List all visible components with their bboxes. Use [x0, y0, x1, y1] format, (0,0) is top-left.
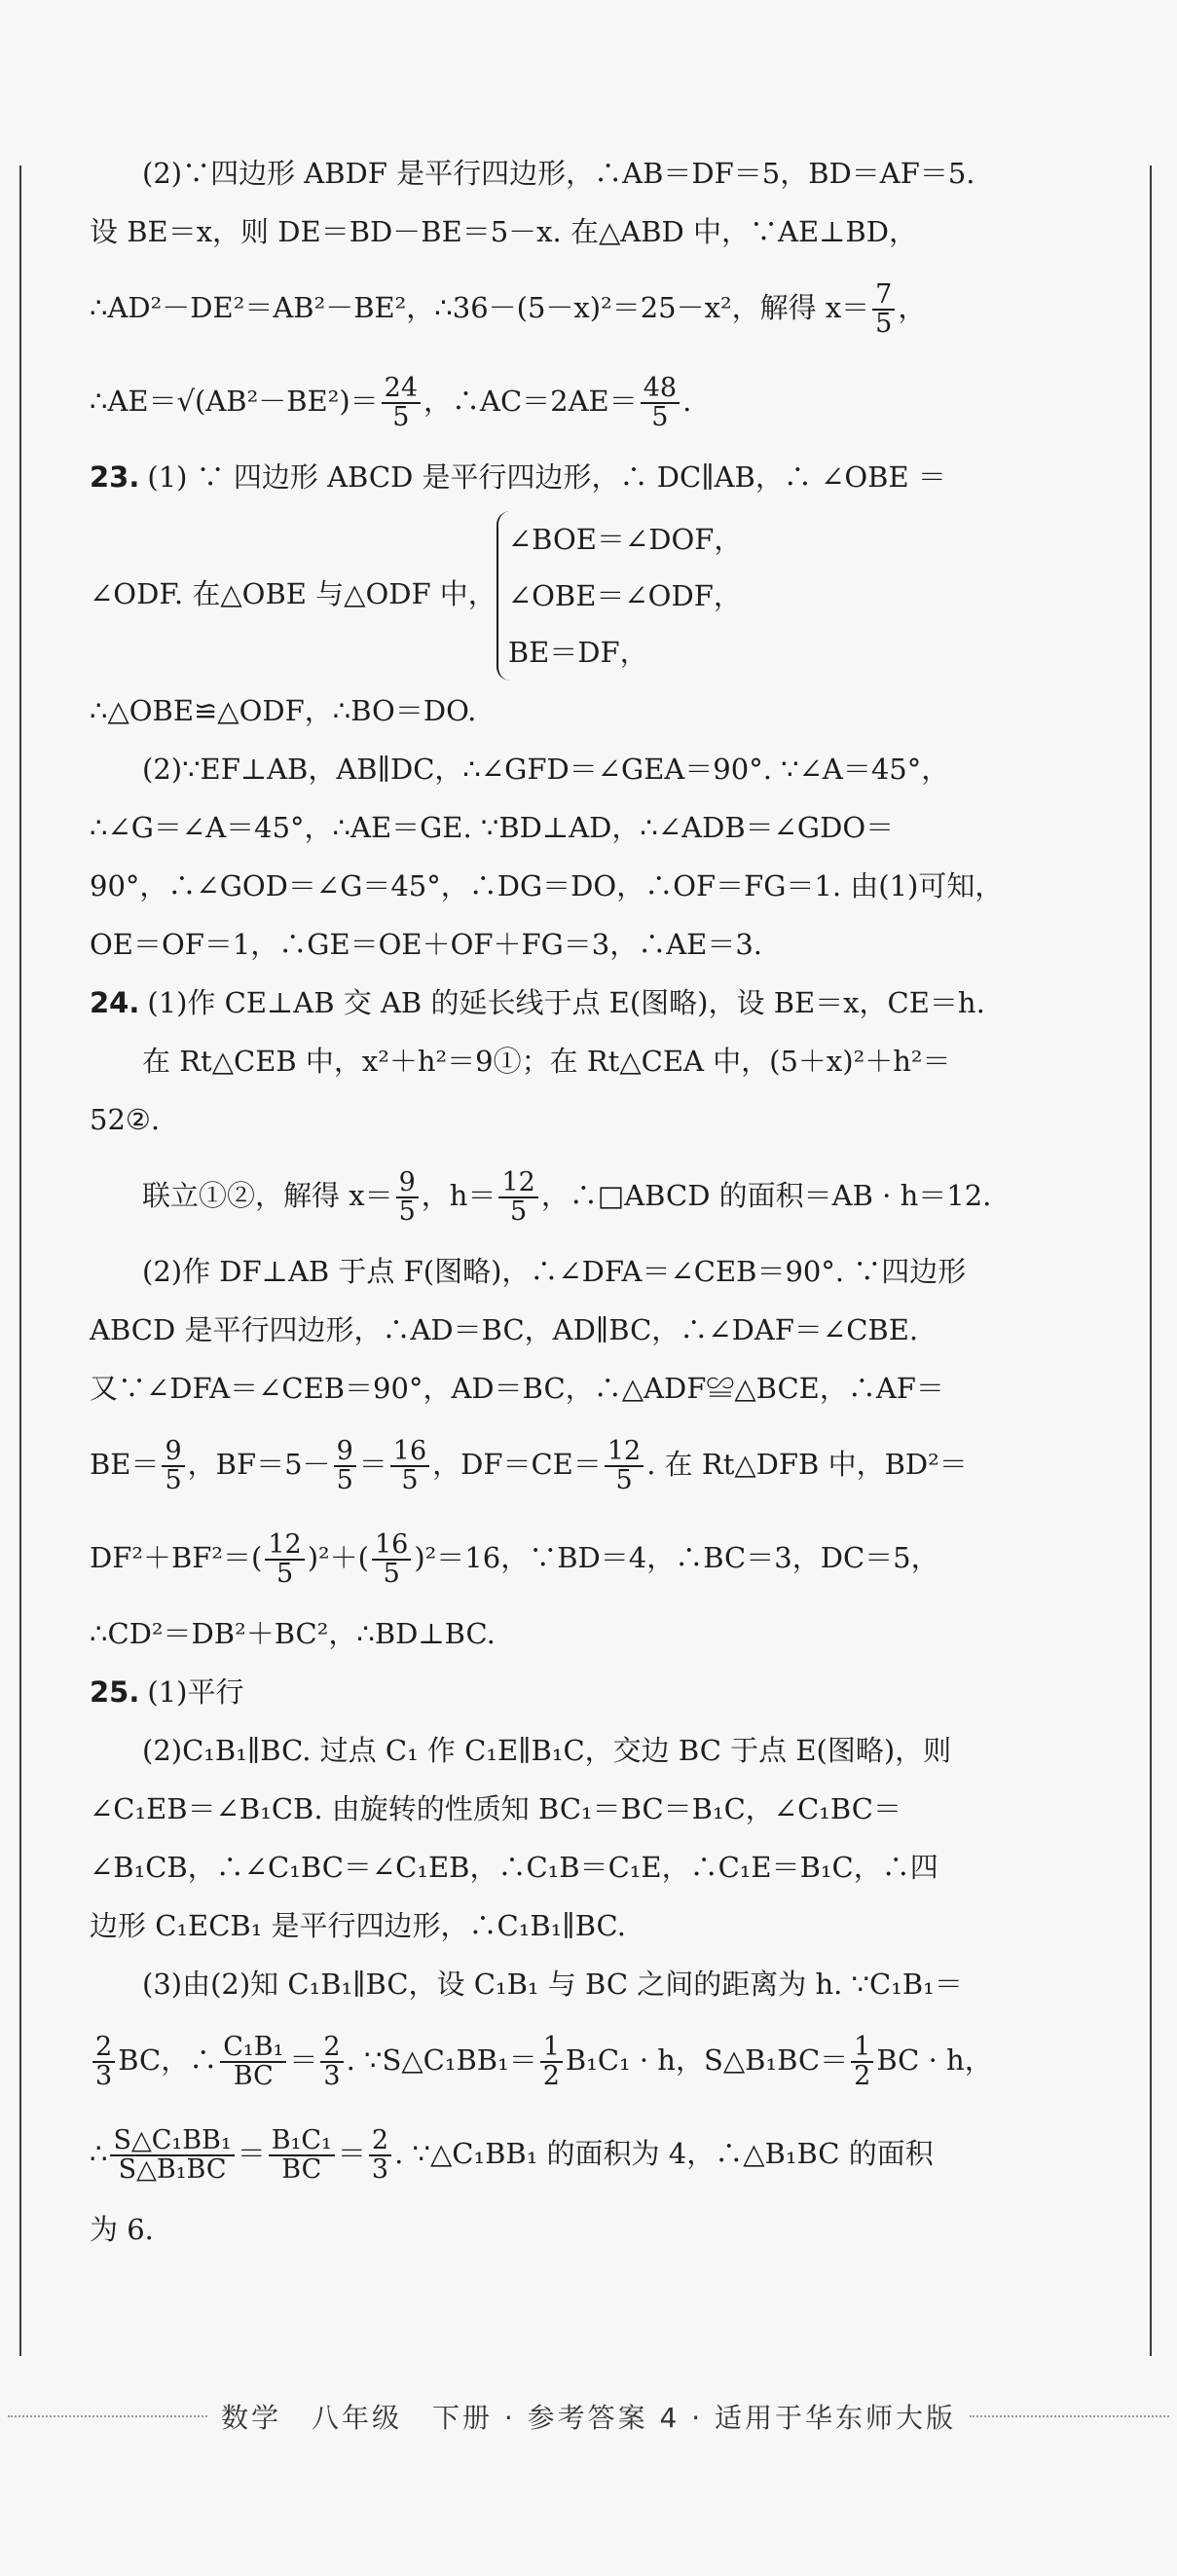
fraction: $\frac{9}{5}$	[396, 1169, 419, 1227]
p24-line7: 又∵∠DFA＝∠CEB＝90°，AD＝BC，∴△ADF≌△BCE，∴AF＝	[90, 1372, 944, 1405]
p24-line10: ∴CD²＝DB²＋BC²，∴BD⊥BC.	[90, 1617, 496, 1650]
p24-line9: DF²＋BF²＝( $\frac{12}{5}$ )²＋( $\frac{16}{5}$ )²＝16，∵BD＝4，∴BC＝3，DC＝5，	[90, 1528, 939, 1589]
fraction: $\frac{12}{5}$	[265, 1531, 304, 1589]
fraction: $\frac{\text{B₁C₁}}{BC}$	[269, 2127, 335, 2185]
p25-line9: 为 6.	[90, 2213, 154, 2246]
fraction: $\frac{2}{3}$	[369, 2127, 391, 2185]
p23-line6: 90°，∴∠GOD＝∠G＝45°，∴DG＝DO，∴OF＝FG＝1. 由(1)可知，	[90, 869, 1004, 902]
p25-line3: ∠C₁EB＝∠B₁CB. 由旋转的性质知 BC₁＝BC＝B₁C，∠C₁BC＝	[90, 1792, 901, 1825]
fraction: $\frac{1}{2}$	[540, 2034, 563, 2091]
fraction: $\frac{24}{5}$	[382, 375, 421, 432]
right-margin-rule	[1150, 166, 1152, 2356]
p24-line2: 在 Rt△CEB 中，x²＋h²＝9①；在 Rt△CEA 中，(5＋x)²＋h²＝	[142, 1045, 951, 1078]
p24-line1: 24. (1)作 CE⊥AB 交 AB 的延长线于点 E(图略)，设 BE＝x，CE＝h.	[90, 986, 985, 1019]
fraction: $\frac{12}{5}$	[498, 1169, 537, 1227]
p23-line5: ∴∠G＝∠A＝45°，∴AE＝GE. ∵BD⊥AD，∴∠ADB＝∠GDO＝	[90, 811, 895, 844]
p22-line4-text: ∴AE＝√(AB²－BE²)＝	[90, 385, 379, 418]
equation-system: ∠BOE＝∠DOF， ∠OBE＝∠ODF， BE＝DF，	[497, 511, 743, 681]
p24-line4: 联立①②，解得 x＝ $\frac{9}{5}$ ，h＝ $\frac{12}{5}$ ，∴□ABCD 的面积＝AB · h＝12.	[142, 1166, 992, 1227]
p25-line5: 边形 C₁ECB₁ 是平行四边形，∴C₁B₁∥BC.	[90, 1909, 626, 1942]
footer-dotted-rule-right	[970, 2415, 1169, 2417]
fraction: $\frac{\text{S△C₁BB₁}}{\text{S△B₁BC}}$	[110, 2127, 234, 2185]
fraction: $\frac{9}{5}$	[162, 1438, 184, 1495]
p25-line4: ∠B₁CB，∴∠C₁BC＝∠C₁EB，∴C₁B＝C₁E，∴C₁E＝B₁C，∴四	[90, 1851, 938, 1884]
fraction: $\frac{48}{5}$	[641, 375, 680, 432]
question-number: 23.	[90, 460, 140, 494]
p22-line3-text: ∴AD²－DE²＝AB²－BE²，∴36－(5－x)²＝25－x²，解得 x＝	[90, 291, 870, 324]
fraction: $\frac{12}{5}$	[605, 1438, 644, 1495]
p23-line1: 23. (1) ∵ 四边形 ABCD 是平行四边形，∴ DC∥AB，∴ ∠OBE ＝	[90, 460, 946, 494]
fraction: $\frac{2}{3}$	[320, 2034, 343, 2091]
footer-dotted-rule-left	[8, 2415, 207, 2417]
p24-line6: ABCD 是平行四边形，∴AD＝BC，AD∥BC，∴∠DAF＝∠CBE.	[90, 1313, 919, 1346]
p22-line4: ∴AE＝√(AB²－BE²)＝ $\frac{24}{5}$ ，∴AC＝2AE＝ $\frac{48}{5}$ .	[90, 372, 692, 432]
fraction: $\frac{16}{5}$	[372, 1531, 411, 1589]
p23-line3: ∴△OBE≌△ODF，∴BO＝DO.	[90, 694, 477, 727]
p24-line8: BE＝ $\frac{9}{5}$ ，BF＝5－ $\frac{9}{5}$ ＝ $\frac{16}{5}$ ，DF＝CE＝ $\frac{12}{5}$ . 在 Rt△DFB 中，BD²＝	[90, 1435, 968, 1495]
p25-line1: 25. (1)平行	[90, 1675, 244, 1709]
fraction: $\frac{\text{C₁B₁}}{BC}$	[220, 2034, 286, 2091]
footer-text: 数学 八年级 下册 · 参考答案 4 · 适用于华东师大版	[220, 2402, 957, 2434]
p25-line7: $\frac{2}{3}$ BC，∴ $\frac{\text{C₁B₁}}{BC}$ ＝ $\frac{2}{3}$ . ∵S△C₁BB₁＝ $\frac{1}{2}$ B₁C₁ · h，S△B₁BC＝ $\frac{1}{2}$ BC · h，	[90, 2013, 1112, 2107]
left-margin-rule	[19, 166, 21, 2356]
p24-line3: 52②.	[90, 1103, 161, 1136]
page-footer	[0, 2397, 1177, 2436]
p24-line5: (2)作 DF⊥AB 于点 F(图略)，∴∠DFA＝∠CEB＝90°. ∵四边形	[142, 1255, 967, 1288]
question-number: 25.	[90, 1675, 140, 1709]
question-number: 24.	[90, 986, 140, 1019]
answer-page	[90, 144, 1112, 2259]
fraction: $\frac{9}{5}$	[334, 1438, 356, 1495]
p23-line4: (2)∵EF⊥AB，AB∥DC，∴∠GFD＝∠GEA＝90°. ∵∠A＝45°，	[142, 753, 950, 786]
fraction: $\frac{16}{5}$	[390, 1438, 429, 1495]
p23-line7: OE＝OF＝1，∴GE＝OE＋OF＋FG＝3，∴AE＝3.	[90, 928, 762, 961]
fraction: $\frac{7}{5}$	[872, 281, 895, 339]
fraction: $\frac{2}{3}$	[92, 2034, 115, 2091]
p25-line8: ∴ $\frac{\text{S△C₁BB₁}}{\text{S△B₁BC}}$ ＝ $\frac{\text{B₁C₁}}{BC}$ ＝ $\frac{2}{3}$ . ∵△C₁BB₁ 的面积为 4，∴△B₁BC 的面积	[90, 2124, 934, 2185]
p22-line2: 设 BE＝x，则 DE＝BD－BE＝5－x. 在△ABD 中，∵AE⊥BD，	[90, 215, 917, 248]
p22-line1: (2)∵四边形 ABDF 是平行四边形，∴AB＝DF＝5，BD＝AF＝5.	[142, 157, 975, 190]
p25-line6: (3)由(2)知 C₁B₁∥BC，设 C₁B₁ 与 BC 之间的距离为 h. ∵C₁B₁＝	[142, 1968, 963, 2001]
p22-line3: ∴AD²－DE²＝AB²－BE²，∴36－(5－x)²＝25－x²，解得 x＝ $\frac{7}{5}$ ，	[90, 278, 927, 339]
p23-line2: ∠ODF. 在△OBE 与△ODF 中， ∠BOE＝∠DOF， ∠OBE＝∠ODF， BE＝DF，	[90, 506, 1112, 681]
fraction: $\frac{1}{2}$	[851, 2034, 873, 2091]
p25-line2: (2)C₁B₁∥BC. 过点 C₁ 作 C₁E∥B₁C，交边 BC 于点 E(图略)，则	[142, 1734, 952, 1767]
